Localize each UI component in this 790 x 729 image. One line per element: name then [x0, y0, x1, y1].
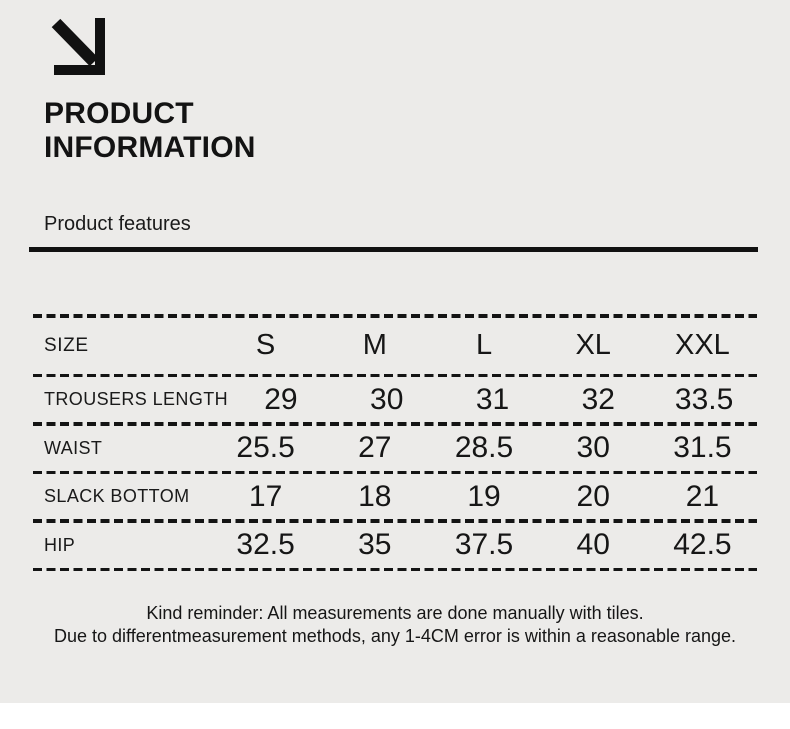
size-chart-table — [33, 314, 757, 571]
table-row-waist — [33, 426, 757, 471]
row-label: WAIST — [44, 437, 103, 458]
size-header-label: SIZE — [44, 334, 89, 356]
section-divider — [29, 247, 758, 252]
row-value: 28.5 — [454, 431, 514, 464]
size-chart-header-row — [33, 318, 757, 374]
row-label: SLACK BOTTOM — [44, 486, 190, 506]
table-row-slack-bottom — [33, 474, 757, 519]
row-label: HIP — [44, 534, 76, 555]
size-column-s: S — [255, 329, 276, 361]
row-value: 37.5 — [454, 528, 514, 561]
row-value: 30 — [576, 431, 610, 464]
row-label: TROUSERS LENGTH — [44, 389, 229, 409]
row-value: 19 — [467, 479, 501, 513]
row-value: 30 — [370, 382, 404, 416]
reminder-line1: Kind reminder: All measurements are done manually with tiles. — [146, 603, 644, 623]
row-value: 21 — [685, 479, 720, 513]
row-value: 42.5 — [673, 528, 732, 561]
row-value: 25.5 — [236, 431, 295, 464]
row-value: 32.5 — [236, 528, 295, 561]
page-title-line1: PRODUCT — [44, 97, 194, 130]
page-title — [44, 97, 790, 165]
row-value: 32 — [581, 382, 615, 416]
arrow-down-right-icon — [48, 13, 108, 80]
section-label: Product features — [44, 213, 191, 235]
table-row-hip — [33, 523, 757, 568]
size-column-m: M — [362, 329, 387, 361]
row-value: 35 — [358, 528, 392, 561]
page-title-line2: INFORMATION — [44, 131, 256, 164]
row-value: 31 — [475, 382, 510, 416]
kind-reminder-text — [0, 602, 790, 647]
reminder-line2: Due to differentmeasurement methods, any 1-4CM error is within a reasonable range. — [53, 625, 736, 646]
size-column-xl: XL — [575, 329, 611, 361]
size-column-l: L — [475, 329, 493, 361]
row-value: 29 — [264, 382, 298, 416]
bottom-white-strip — [0, 703, 790, 729]
row-value: 18 — [358, 479, 392, 513]
dashed-divider — [33, 568, 757, 572]
size-column-xxl: XXL — [675, 329, 730, 361]
row-value: 33.5 — [674, 382, 734, 416]
row-value: 40 — [576, 528, 610, 561]
row-value: 17 — [248, 479, 283, 513]
row-value: 31.5 — [673, 431, 732, 464]
row-value: 27 — [358, 431, 392, 464]
table-row-trousers-length — [33, 377, 757, 422]
row-value: 20 — [576, 479, 610, 513]
